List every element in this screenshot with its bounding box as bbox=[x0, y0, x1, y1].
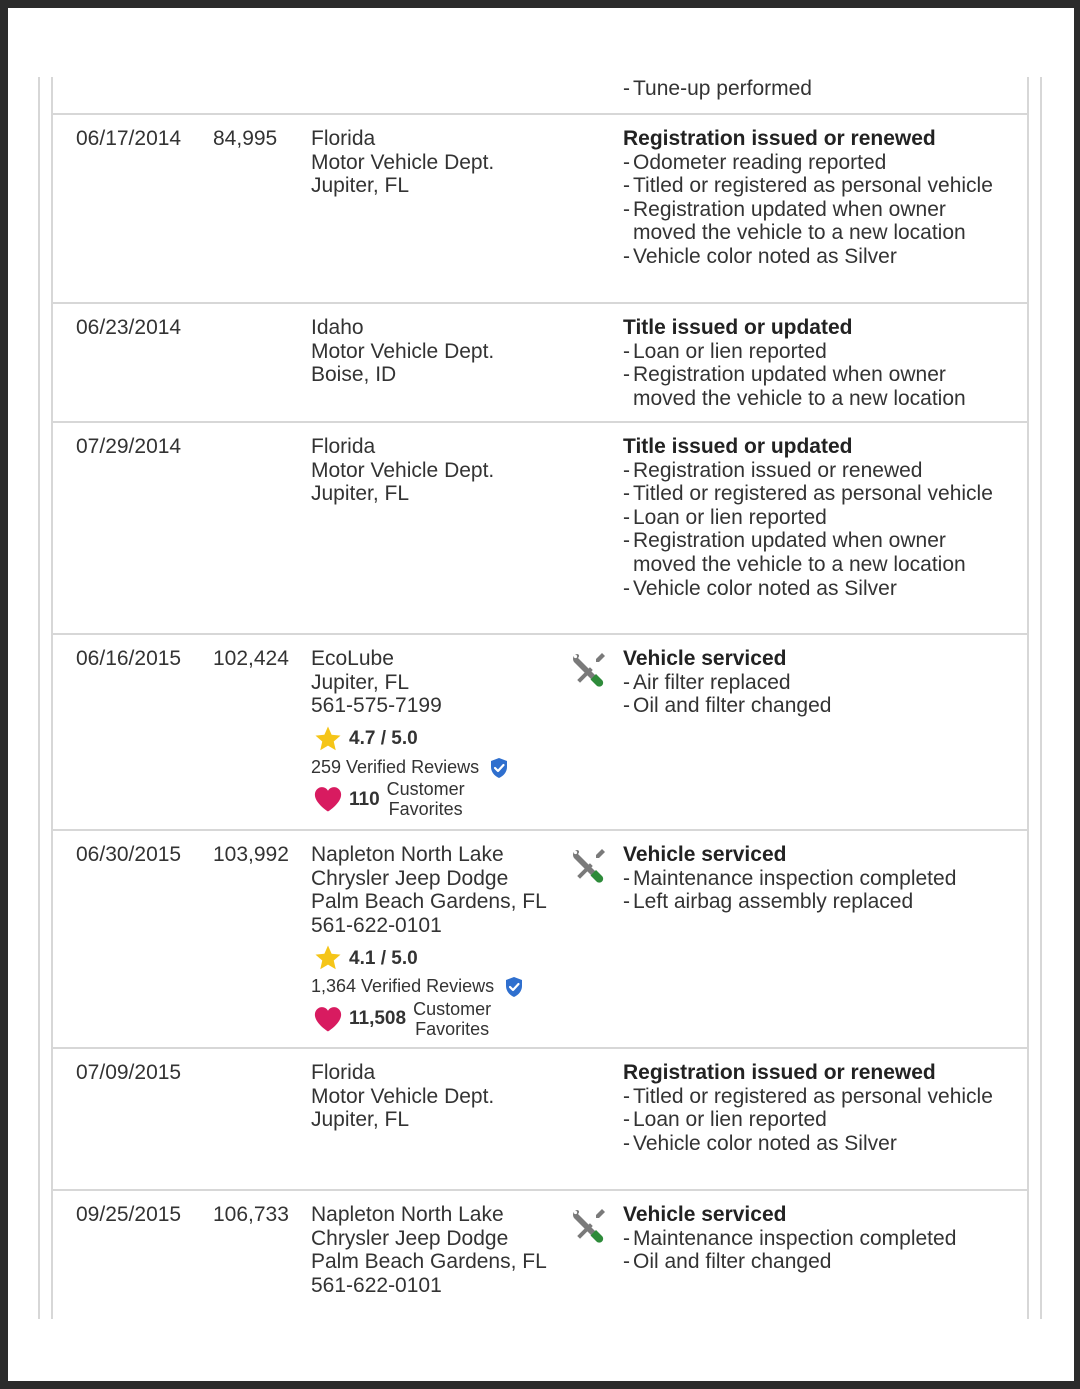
source-phone[interactable]: 561-575-7199 bbox=[311, 694, 442, 718]
source-line: Boise, ID bbox=[311, 363, 397, 387]
source-line: Jupiter, FL bbox=[311, 482, 410, 506]
star-icon bbox=[313, 943, 343, 973]
event-headline: Registration issued or renewed bbox=[623, 127, 936, 150]
comments-cell bbox=[623, 647, 1003, 718]
comments-cell bbox=[623, 316, 1003, 410]
favorites-count: 110 bbox=[349, 788, 380, 810]
history-row bbox=[53, 1049, 1027, 1191]
event-headline: Vehicle serviced bbox=[623, 1203, 787, 1226]
comments-cell bbox=[623, 77, 1003, 101]
source-line: Chrysler Jeep Dodge bbox=[311, 1226, 509, 1250]
source-line: Jupiter, FL bbox=[311, 1108, 410, 1132]
date-cell: 06/23/2014 bbox=[76, 316, 182, 339]
history-row bbox=[53, 1191, 1027, 1319]
favorites-label: Customer Favorites bbox=[413, 998, 492, 1039]
source-line: Motor Vehicle Dept. bbox=[311, 150, 495, 174]
detail-item: - Tune-up performed bbox=[623, 77, 812, 100]
source-line: Motor Vehicle Dept. bbox=[311, 1084, 495, 1108]
source-cell bbox=[311, 127, 561, 198]
history-row bbox=[53, 635, 1027, 831]
date-cell: 07/29/2014 bbox=[76, 435, 182, 458]
page-border-left bbox=[38, 77, 40, 1319]
vehicle-history-table bbox=[51, 77, 1029, 1319]
source-line: Palm Beach Gardens, FL bbox=[311, 1250, 547, 1274]
detail-item: - Loan or lien reported bbox=[623, 339, 827, 363]
date-cell: 06/16/2015 bbox=[76, 647, 182, 670]
source-cell bbox=[311, 435, 561, 506]
reviews-count: 259 Verified Reviews bbox=[311, 756, 480, 777]
source-line: Chrysler Jeep Dodge bbox=[311, 866, 509, 890]
event-headline: Title issued or updated bbox=[623, 316, 853, 339]
comments-cell bbox=[623, 1061, 1003, 1155]
detail-item: - Odometer reading reported bbox=[623, 150, 887, 174]
event-headline: Title issued or updated bbox=[623, 435, 853, 458]
comments-cell bbox=[623, 843, 1003, 914]
comments-cell bbox=[623, 1203, 1003, 1274]
source-line: Jupiter, FL bbox=[311, 670, 410, 694]
mileage-cell: 103,992 bbox=[213, 843, 289, 866]
heart-icon bbox=[313, 1005, 343, 1033]
detail-item: - Titled or registered as personal vehicle bbox=[623, 1084, 993, 1108]
history-row bbox=[53, 304, 1027, 423]
reviews-count: 1,364 Verified Reviews bbox=[311, 976, 495, 997]
detail-item: - Oil and filter changed bbox=[623, 1250, 832, 1274]
source-cell bbox=[311, 1061, 561, 1132]
page-border-right bbox=[1040, 77, 1042, 1319]
detail-item: - Vehicle color noted as Silver bbox=[623, 576, 897, 600]
detail-item: - Registration updated when owner moved the vehicle to a new location bbox=[623, 363, 966, 410]
date-cell: 06/17/2014 bbox=[76, 127, 182, 150]
source-phone[interactable]: 561-622-0101 bbox=[311, 1273, 442, 1297]
source-line: Jupiter, FL bbox=[311, 174, 410, 198]
detail-item: - Maintenance inspection completed bbox=[623, 866, 957, 890]
detail-item: - Registration issued or renewed bbox=[623, 458, 923, 482]
mileage-cell: 84,995 bbox=[213, 127, 278, 150]
customer-favorites bbox=[311, 779, 561, 819]
service-tools-icon bbox=[569, 1205, 609, 1245]
verified-reviews-link[interactable] bbox=[311, 975, 561, 999]
comments-cell bbox=[623, 435, 1003, 600]
detail-item: - Registration updated when owner moved the vehicle to a new location bbox=[623, 529, 966, 576]
star-icon bbox=[313, 724, 343, 754]
history-row bbox=[53, 115, 1027, 304]
detail-item: - Titled or registered as personal vehicle bbox=[623, 174, 993, 198]
mileage-cell: 102,424 bbox=[213, 647, 289, 670]
shop-rating bbox=[311, 943, 561, 973]
heart-icon bbox=[313, 785, 343, 813]
source-cell bbox=[311, 1203, 561, 1297]
detail-item: - Vehicle color noted as Silver bbox=[623, 244, 897, 268]
detail-item: - Registration updated when owner moved the vehicle to a new location bbox=[623, 197, 966, 245]
source-phone[interactable]: 561-622-0101 bbox=[311, 913, 442, 937]
source-line: Napleton North Lake bbox=[311, 1203, 504, 1226]
service-tools-icon bbox=[569, 649, 609, 689]
comments-cell bbox=[623, 127, 1003, 269]
customer-favorites bbox=[311, 999, 561, 1039]
date-cell: 07/09/2015 bbox=[76, 1061, 182, 1084]
source-line: Motor Vehicle Dept. bbox=[311, 339, 495, 363]
source-line: Florida bbox=[311, 435, 376, 458]
source-cell bbox=[311, 843, 561, 1039]
detail-item: - Loan or lien reported bbox=[623, 1108, 827, 1132]
history-row bbox=[53, 423, 1027, 635]
verified-shield-icon bbox=[504, 976, 524, 998]
rating-score: 4.7 / 5.0 bbox=[349, 727, 418, 749]
source-line: Florida bbox=[311, 1061, 376, 1084]
history-row bbox=[53, 77, 1027, 115]
detail-item: - Vehicle color noted as Silver bbox=[623, 1131, 897, 1155]
detail-item: - Air filter replaced bbox=[623, 670, 791, 694]
service-tools-icon bbox=[569, 845, 609, 885]
mileage-cell: 106,733 bbox=[213, 1203, 289, 1226]
source-cell bbox=[311, 647, 561, 819]
history-row bbox=[53, 831, 1027, 1049]
event-headline: Vehicle serviced bbox=[623, 843, 787, 866]
date-cell: 06/30/2015 bbox=[76, 843, 182, 866]
detail-item: - Maintenance inspection completed bbox=[623, 1226, 957, 1250]
favorites-count: 11,508 bbox=[349, 1008, 407, 1030]
favorites-label: Customer Favorites bbox=[386, 779, 465, 820]
detail-item: - Titled or registered as personal vehicle bbox=[623, 482, 993, 506]
detail-item: - Loan or lien reported bbox=[623, 505, 827, 529]
source-line: Florida bbox=[311, 127, 376, 150]
verified-reviews-link[interactable] bbox=[311, 756, 561, 780]
source-cell bbox=[311, 316, 561, 387]
source-line: Palm Beach Gardens, FL bbox=[311, 890, 547, 914]
source-line: EcoLube bbox=[311, 647, 394, 670]
event-headline: Registration issued or renewed bbox=[623, 1061, 936, 1084]
verified-shield-icon bbox=[489, 757, 509, 779]
source-line: Motor Vehicle Dept. bbox=[311, 458, 495, 482]
date-cell: 09/25/2015 bbox=[76, 1203, 182, 1226]
detail-item: - Left airbag assembly replaced bbox=[623, 890, 914, 914]
source-line: Idaho bbox=[311, 316, 364, 339]
source-line: Napleton North Lake bbox=[311, 843, 504, 866]
detail-item: - Oil and filter changed bbox=[623, 694, 832, 718]
shop-rating bbox=[311, 724, 561, 754]
event-headline: Vehicle serviced bbox=[623, 647, 787, 670]
rating-score: 4.1 / 5.0 bbox=[349, 947, 418, 969]
